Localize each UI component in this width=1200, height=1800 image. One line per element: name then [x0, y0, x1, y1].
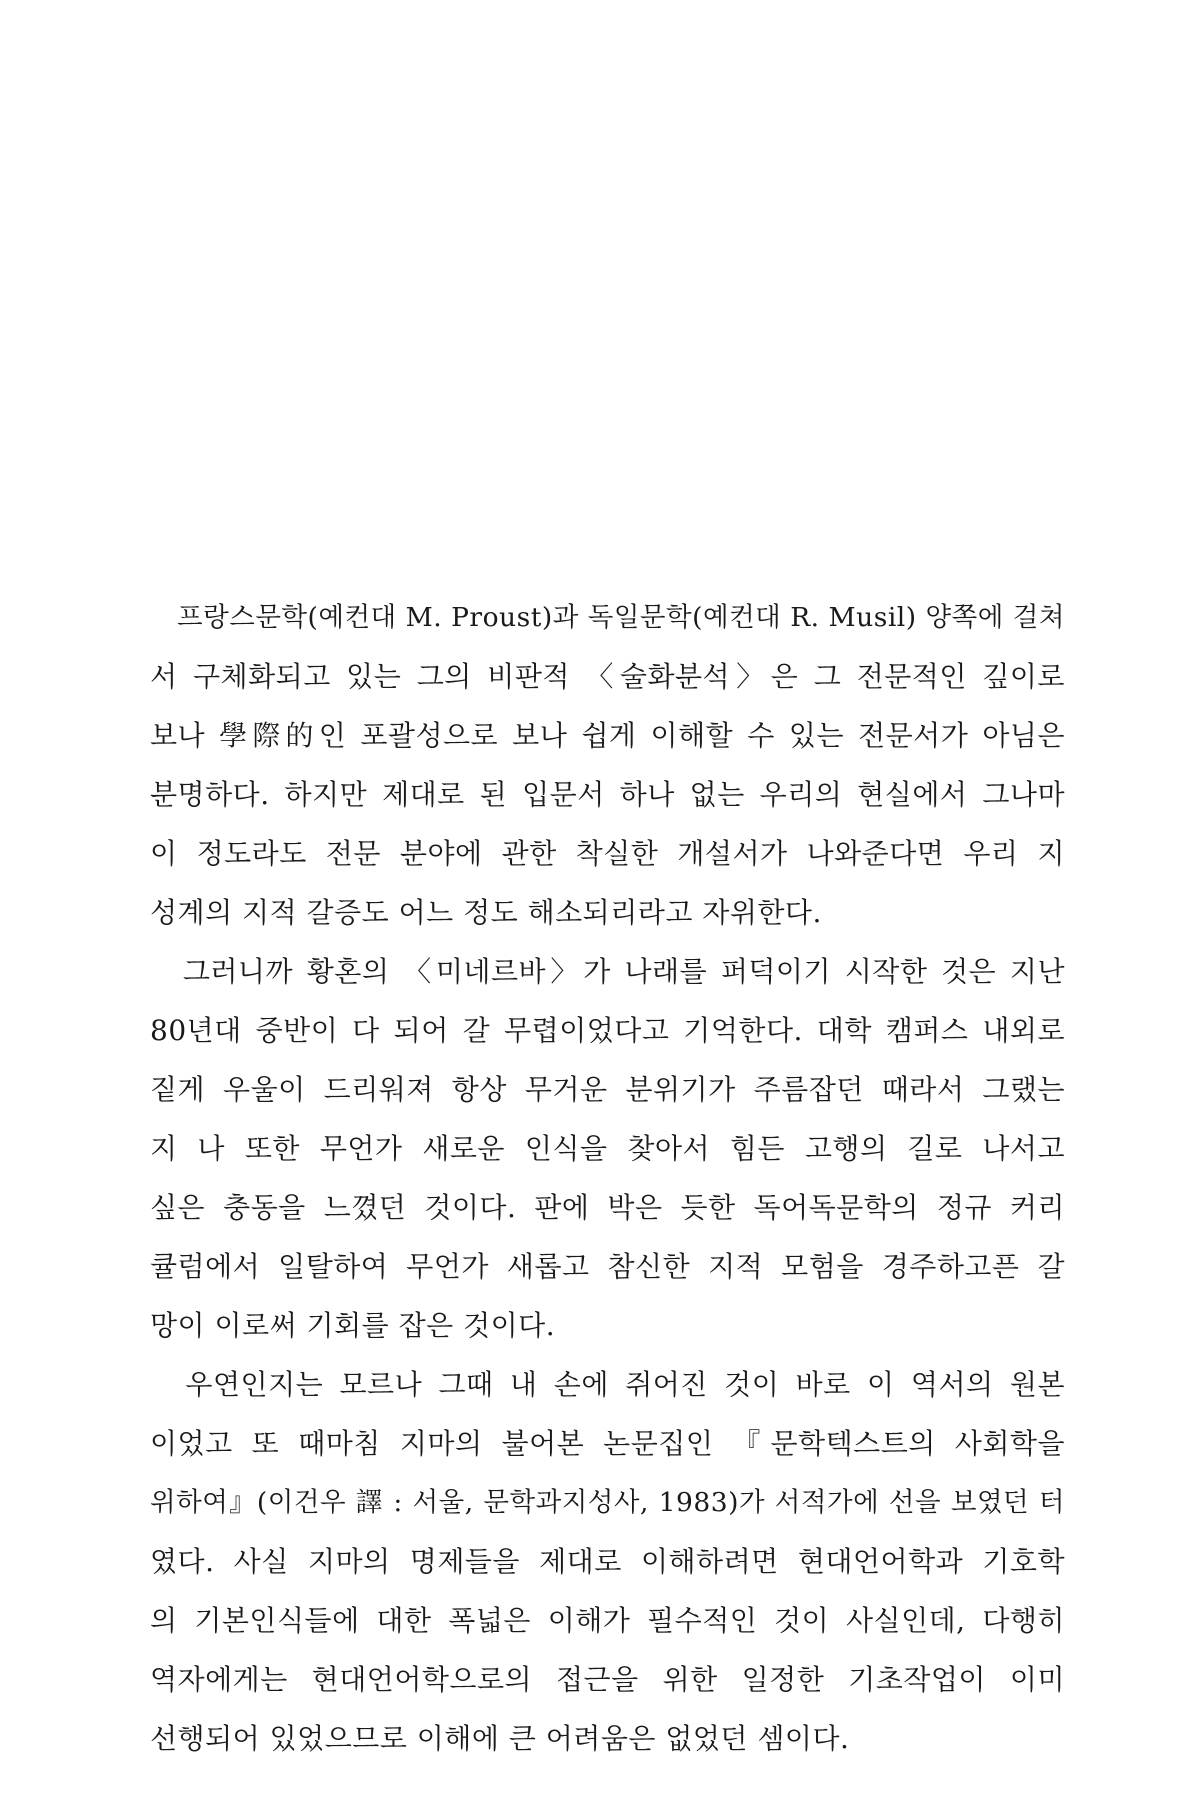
text-line: 였다. 사실 지마의 명제들을 제대로 이해하려면 현대언어학과 기호학 [150, 1545, 1065, 1578]
text-line: 싶은 충동을 느꼈던 것이다. 판에 박은 듯한 독어독문학의 정규 커리 [150, 1191, 1065, 1224]
text-line: 이었고 또 때마침 지마의 불어본 논문집인 『문학텍스트의 사회학을 [150, 1427, 1065, 1460]
text-line: 분명하다. 하지만 제대로 된 입문서 하나 없는 우리의 현실에서 그나마 [150, 778, 1065, 811]
paragraph-3 [150, 1355, 1065, 1768]
text-line: 이 정도라도 전문 분야에 관한 착실한 개설서가 나와준다면 우리 지 [150, 837, 1065, 870]
text-line: 짙게 우울이 드리워져 항상 무거운 분위기가 주름잡던 때라서 그랬는 [150, 1073, 1065, 1106]
text-line: 서 구체화되고 있는 그의 비판적 〈술화분석〉은 그 전문적인 깊이로 [150, 660, 1065, 693]
paragraph-1 [150, 588, 1065, 942]
text-line: 역자에게는 현대언어학으로의 접근을 위한 일정한 기초작업이 이미 [150, 1663, 1065, 1696]
text-line: 위하여』(이건우 譯 : 서울, 문학과지성사, 1983)가 서적가에 선을 보였던 터 [150, 1487, 1065, 1518]
text-line: 우연인지는 모르나 그때 내 손에 쥐어진 것이 바로 이 역서의 원본 [150, 1368, 1065, 1401]
text-line: 성계의 지적 갈증도 어느 정도 해소되리라고 자위한다. [150, 896, 822, 929]
body-text [150, 588, 1065, 1768]
text-line: 그러니까 황혼의 〈미네르바〉가 나래를 퍼덕이기 시작한 것은 지난 [150, 955, 1065, 988]
text-line: 프랑스문학(예컨대 M. Proust)과 독일문학(예컨대 R. Musil) 양쪽에 걸쳐 [150, 602, 1065, 633]
text-line: 지 나 또한 무언가 새로운 인식을 찾아서 힘든 고행의 길로 나서고 [150, 1132, 1065, 1165]
paragraph-2 [150, 942, 1065, 1355]
text-line: 의 기본인식들에 대한 폭넓은 이해가 필수적인 것이 사실인데, 다행히 [150, 1604, 1065, 1637]
text-line: 보나 學際的인 포괄성으로 보나 쉽게 이해할 수 있는 전문서가 아님은 [150, 719, 1065, 752]
text-line: 망이 이로써 기회를 잡은 것이다. [150, 1309, 556, 1342]
text-line: 큘럼에서 일탈하여 무언가 새롭고 참신한 지적 모험을 경주하고픈 갈 [150, 1250, 1065, 1283]
text-line: 80년대 중반이 다 되어 갈 무렵이었다고 기억한다. 대학 캠퍼스 내외로 [150, 1014, 1065, 1047]
text-line: 선행되어 있었으므로 이해에 큰 어려움은 없었던 셈이다. [150, 1722, 850, 1755]
